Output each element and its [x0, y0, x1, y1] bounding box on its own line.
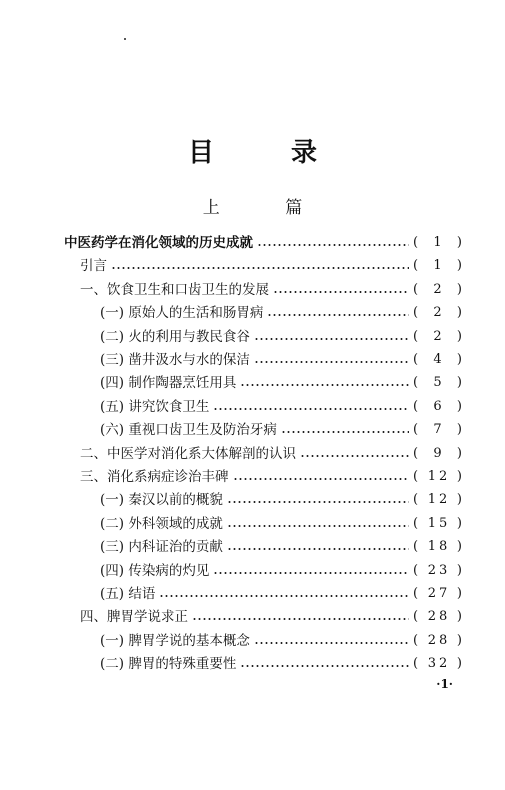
page-paren-open: (	[413, 398, 422, 414]
toc-entry-label: 四、脾胃学说求正	[80, 609, 188, 626]
dot-leader	[254, 642, 409, 644]
dot-leader	[257, 244, 409, 246]
dot-leader	[254, 338, 409, 340]
page-paren-close: )	[456, 469, 465, 484]
toc-entry	[100, 326, 465, 348]
page-paren-close: )	[456, 235, 465, 250]
page-paren-open: (	[413, 305, 422, 321]
dot-leader	[300, 455, 409, 457]
page-paren-open: (	[413, 609, 422, 625]
page-paren-close: )	[456, 632, 465, 648]
dot-leader	[273, 291, 409, 293]
toc-entry-page	[413, 326, 465, 348]
page-number: 2	[433, 305, 445, 321]
toc-entry-label: (二) 外科领域的成就	[100, 515, 223, 532]
dot-leader	[213, 408, 409, 410]
toc-entry	[100, 489, 465, 511]
page-paren-close: )	[456, 539, 465, 555]
page-number: 9	[433, 445, 445, 461]
toc-entry-page	[413, 513, 465, 535]
toc-entry	[80, 466, 465, 488]
toc-entry	[100, 630, 465, 652]
page-number: 6	[433, 398, 445, 414]
toc-entry	[80, 606, 465, 628]
page-paren-close: )	[456, 656, 465, 672]
toc-entry-page	[413, 349, 465, 371]
page-number: 28	[427, 609, 451, 625]
toc-entry	[100, 349, 465, 371]
toc-entry-label: (三) 凿井汲水与水的保洁	[100, 352, 250, 368]
page-paren-open: (	[413, 281, 422, 297]
page-paren-close: )	[456, 375, 465, 391]
toc-entry-page	[413, 536, 465, 558]
dot-leader	[240, 384, 409, 386]
toc-entry	[100, 583, 465, 605]
page-number: 12	[427, 492, 451, 508]
toc-entry-label: (五) 讲究饮食卫生	[100, 398, 210, 415]
page-paren-close: )	[456, 328, 465, 344]
toc-entry-label: (六) 重视口齿卫生及防治牙病	[100, 422, 277, 439]
page-number: 5	[433, 375, 445, 391]
page-number: 23	[427, 562, 451, 578]
toc-entry-page	[413, 255, 465, 277]
page-paren-open: (	[413, 328, 422, 344]
toc-entry-label: 二、中医学对消化系大体解剖的认识	[80, 445, 296, 462]
page-number: 2	[433, 328, 445, 344]
toc-entry-label: (二) 火的利用与教民食谷	[100, 328, 250, 345]
toc-entry-label: 中医药学在消化领域的历史成就	[64, 235, 253, 251]
toc-entry	[100, 302, 465, 324]
toc-entry-label: 一、饮食卫生和口齿卫生的发展	[80, 281, 269, 298]
page-number: 1	[433, 235, 445, 250]
dot-leader	[254, 361, 409, 363]
toc-entry-page	[413, 396, 465, 418]
page-number: 2	[433, 281, 445, 297]
toc-entry	[80, 279, 465, 301]
page-paren-close: )	[456, 492, 465, 508]
page-paren-open: (	[413, 515, 422, 531]
dot-leader	[227, 501, 409, 503]
page-number: 4	[433, 352, 445, 367]
page-paren-close: )	[456, 562, 465, 578]
page-paren-open: (	[413, 375, 422, 391]
toc-entry-page	[413, 466, 465, 488]
toc-entry-label: 三、消化系病症诊治丰碑	[80, 469, 229, 485]
dot-leader	[227, 548, 409, 550]
page-paren-open: (	[413, 656, 422, 672]
toc-entry	[80, 443, 465, 465]
page-paren-close: )	[456, 281, 465, 297]
dot-leader	[281, 431, 409, 433]
page-number: 27	[427, 586, 451, 601]
page-paren-open: (	[413, 539, 422, 555]
toc-entry-label: (一) 原始人的生活和肠胃病	[100, 305, 264, 322]
toc-entry	[100, 513, 465, 535]
page-paren-close: )	[456, 352, 465, 367]
page-number: 15	[427, 515, 451, 531]
footer-page-number: ·1·	[436, 677, 453, 691]
page-paren-open: (	[413, 586, 422, 601]
toc-entry	[100, 536, 465, 558]
page-paren-open: (	[413, 258, 422, 274]
toc-entry-page	[413, 443, 465, 465]
toc-entry-page	[413, 232, 465, 254]
page-paren-open: (	[413, 445, 422, 461]
toc-entry-page	[413, 279, 465, 301]
dot-leader	[233, 478, 410, 480]
dot-leader	[213, 572, 409, 574]
dot-leader	[192, 618, 409, 620]
toc-entry-label: (四) 制作陶器烹饪用具	[100, 375, 237, 392]
page-paren-open: (	[413, 469, 422, 484]
dot-leader	[111, 267, 409, 269]
toc-entry-page	[413, 606, 465, 628]
toc-entry	[100, 419, 465, 441]
page-paren-close: )	[456, 586, 465, 601]
dot-leader	[159, 595, 409, 597]
dot-leader	[267, 314, 409, 316]
page-number: 12	[427, 469, 451, 484]
toc-entry	[100, 372, 465, 394]
page-number: 28	[427, 632, 451, 648]
toc-entry-label: (一) 秦汉以前的概貌	[100, 492, 223, 509]
toc-entry-label: (一) 脾胃学说的基本概念	[100, 632, 250, 649]
page-paren-close: )	[456, 515, 465, 531]
toc-entry-page	[413, 560, 465, 582]
print-speck	[124, 38, 126, 40]
toc-entry	[100, 560, 465, 582]
toc-entry	[100, 653, 465, 675]
page-number: 7	[433, 422, 445, 438]
page-number: 1	[433, 258, 445, 274]
toc-entry-page	[413, 302, 465, 324]
page-paren-open: (	[413, 492, 422, 508]
toc-entry	[64, 232, 465, 254]
section-title: 上 篇	[202, 198, 333, 218]
page-number: 32	[427, 656, 451, 672]
page-title: 目 录	[187, 138, 352, 168]
page-paren-open: (	[413, 352, 422, 367]
page-paren-close: )	[456, 609, 465, 625]
page-paren-close: )	[456, 305, 465, 321]
toc-entry-label: (五) 结语	[100, 586, 156, 602]
toc-entry-page	[413, 630, 465, 652]
page-paren-open: (	[413, 235, 422, 250]
toc-entry-page	[413, 372, 465, 394]
toc-entry-label: 引言	[80, 258, 107, 275]
dot-leader	[227, 525, 409, 527]
page-paren-close: )	[456, 422, 465, 438]
toc-entry-label: (四) 传染病的灼见	[100, 562, 210, 579]
page-paren-open: (	[413, 422, 422, 438]
dot-leader	[240, 665, 409, 667]
toc-entry-page	[413, 583, 465, 605]
toc-entry-label: (二) 脾胃的特殊重要性	[100, 656, 237, 673]
page-paren-close: )	[456, 445, 465, 461]
toc-entry-label: (三) 内科证治的贡献	[100, 539, 223, 556]
toc-entry-page	[413, 653, 465, 675]
page-paren-close: )	[456, 398, 465, 414]
toc-entry	[80, 255, 465, 277]
page-paren-open: (	[413, 632, 422, 648]
page-paren-close: )	[456, 258, 465, 274]
page-paren-open: (	[413, 562, 422, 578]
toc-entry-page	[413, 489, 465, 511]
page-number: 18	[427, 539, 451, 555]
toc-entry-page	[413, 419, 465, 441]
toc-entry	[100, 396, 465, 418]
